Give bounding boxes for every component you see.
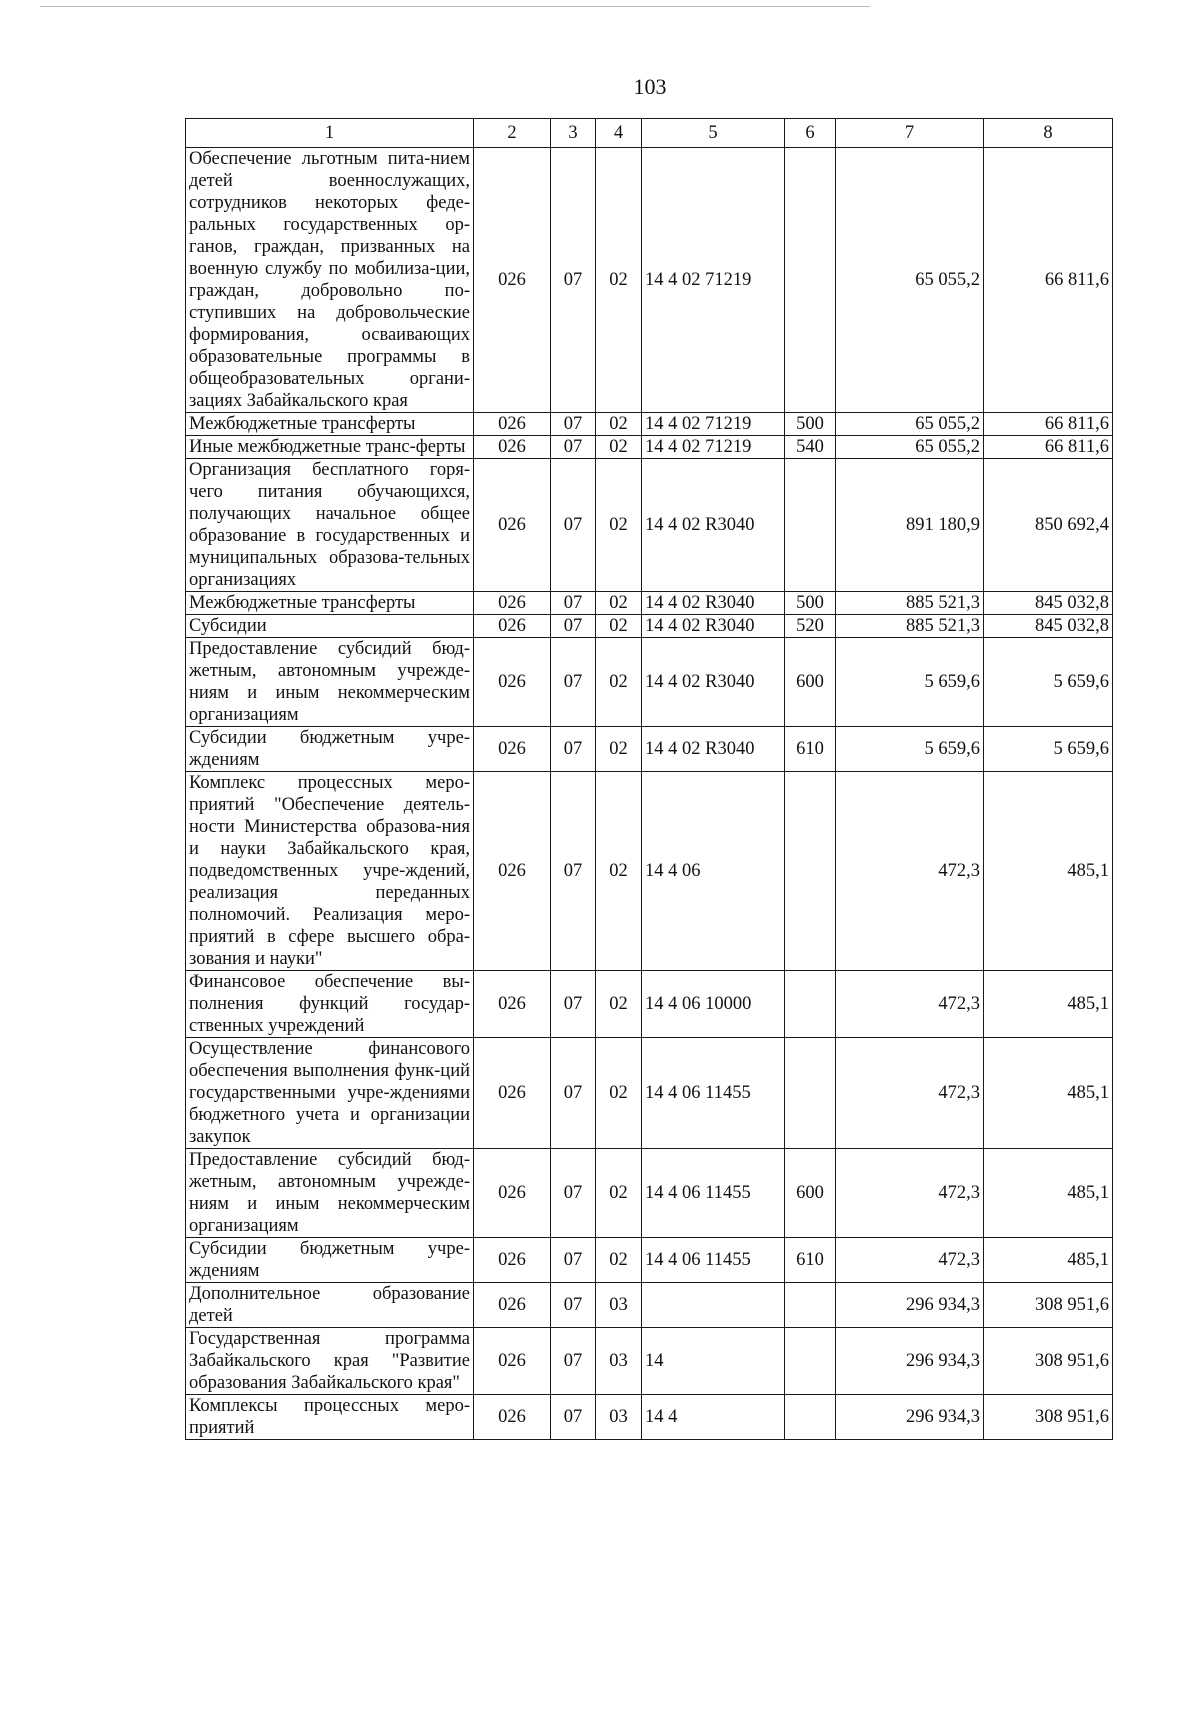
row-name-cell: Субсидии бюджетным учре-ждениям <box>186 727 474 772</box>
table-row <box>186 638 1113 727</box>
target-article-cell <box>642 1283 785 1328</box>
row-name-cell: Государственная программа Забайкальского края "Развитие образования Забайкальского края" <box>186 1328 474 1395</box>
table-row <box>186 436 1113 459</box>
section-cell: 07 <box>551 459 596 592</box>
subsection-cell: 02 <box>596 615 642 638</box>
amount-year1-cell: 891 180,9 <box>836 459 984 592</box>
table-row <box>186 413 1113 436</box>
header-cell: 6 <box>785 119 836 148</box>
table-row <box>186 148 1113 413</box>
row-name-cell: Межбюджетные трансферты <box>186 413 474 436</box>
table-row <box>186 592 1113 615</box>
subsection-cell: 02 <box>596 436 642 459</box>
table-row <box>186 459 1113 592</box>
amount-year1-cell: 472,3 <box>836 772 984 971</box>
table-row <box>186 727 1113 772</box>
subsection-cell: 02 <box>596 772 642 971</box>
amount-year2-cell: 308 951,6 <box>984 1328 1113 1395</box>
section-cell: 07 <box>551 1395 596 1440</box>
row-name-cell: Межбюджетные трансферты <box>186 592 474 615</box>
target-article-cell: 14 4 02 71219 <box>642 413 785 436</box>
expense-type-cell <box>785 459 836 592</box>
subsection-cell: 03 <box>596 1395 642 1440</box>
section-cell: 07 <box>551 148 596 413</box>
section-cell: 07 <box>551 436 596 459</box>
section-cell: 07 <box>551 727 596 772</box>
row-name-cell: Предоставление субсидий бюд-жетным, автономным учрежде-ниям и иным некоммерческим организациям <box>186 1149 474 1238</box>
table-row <box>186 615 1113 638</box>
target-article-cell: 14 4 06 <box>642 772 785 971</box>
admin-code-cell: 026 <box>474 459 551 592</box>
section-cell: 07 <box>551 772 596 971</box>
section-cell: 07 <box>551 592 596 615</box>
expense-type-cell: 500 <box>785 592 836 615</box>
amount-year2-cell: 485,1 <box>984 971 1113 1038</box>
amount-year1-cell: 885 521,3 <box>836 592 984 615</box>
amount-year1-cell: 296 934,3 <box>836 1328 984 1395</box>
amount-year2-cell: 308 951,6 <box>984 1395 1113 1440</box>
table-row <box>186 1038 1113 1149</box>
section-cell: 07 <box>551 1149 596 1238</box>
admin-code-cell: 026 <box>474 1395 551 1440</box>
admin-code-cell: 026 <box>474 727 551 772</box>
subsection-cell: 03 <box>596 1328 642 1395</box>
target-article-cell: 14 4 06 11455 <box>642 1038 785 1149</box>
section-cell: 07 <box>551 1238 596 1283</box>
target-article-cell: 14 4 02 71219 <box>642 436 785 459</box>
section-cell: 07 <box>551 1328 596 1395</box>
target-article-cell: 14 4 02 R3040 <box>642 592 785 615</box>
expense-type-cell: 540 <box>785 436 836 459</box>
table-row <box>186 1238 1113 1283</box>
row-name-cell: Иные межбюджетные транс-ферты <box>186 436 474 459</box>
row-name-cell: Предоставление субсидий бюд-жетным, автономным учрежде-ниям и иным некоммерческим организациям <box>186 638 474 727</box>
admin-code-cell: 026 <box>474 1038 551 1149</box>
section-cell: 07 <box>551 638 596 727</box>
header-cell: 4 <box>596 119 642 148</box>
amount-year2-cell: 66 811,6 <box>984 436 1113 459</box>
admin-code-cell: 026 <box>474 413 551 436</box>
amount-year1-cell: 472,3 <box>836 1149 984 1238</box>
header-cell: 3 <box>551 119 596 148</box>
row-name-cell: Субсидии <box>186 615 474 638</box>
header-cell: 8 <box>984 119 1113 148</box>
admin-code-cell: 026 <box>474 971 551 1038</box>
admin-code-cell: 026 <box>474 592 551 615</box>
target-article-cell: 14 4 06 10000 <box>642 971 785 1038</box>
row-name-cell: Осуществление финансового обеспечения выполнения функ-ций государственными учре-ждениями бюджетного учета и организации закупок <box>186 1038 474 1149</box>
target-article-cell: 14 4 06 11455 <box>642 1238 785 1283</box>
expense-type-cell <box>785 772 836 971</box>
target-article-cell: 14 4 02 R3040 <box>642 727 785 772</box>
section-cell: 07 <box>551 1283 596 1328</box>
admin-code-cell: 026 <box>474 436 551 459</box>
amount-year1-cell: 65 055,2 <box>836 413 984 436</box>
target-article-cell: 14 4 02 71219 <box>642 148 785 413</box>
subsection-cell: 03 <box>596 1283 642 1328</box>
target-article-cell: 14 4 06 11455 <box>642 1149 785 1238</box>
expense-type-cell <box>785 1395 836 1440</box>
amount-year1-cell: 296 934,3 <box>836 1395 984 1440</box>
row-name-cell: Субсидии бюджетным учре-ждениям <box>186 1238 474 1283</box>
admin-code-cell: 026 <box>474 638 551 727</box>
table-row <box>186 1395 1113 1440</box>
row-name-cell: Комплекс процессных меро-приятий "Обеспечение деятель-ности Министерства образова-ния и науки Забайкальского края, подведомственных учре-ждений, реализация переданных полномочий. Реализация меро-приятий в сфере высшего обра-зования и науки" <box>186 772 474 971</box>
admin-code-cell: 026 <box>474 772 551 971</box>
expense-type-cell: 600 <box>785 1149 836 1238</box>
scan-artifact-line <box>40 6 870 7</box>
admin-code-cell: 026 <box>474 148 551 413</box>
section-cell: 07 <box>551 615 596 638</box>
admin-code-cell: 026 <box>474 615 551 638</box>
header-cell: 2 <box>474 119 551 148</box>
section-cell: 07 <box>551 971 596 1038</box>
section-cell: 07 <box>551 1038 596 1149</box>
row-name-cell: Организация бесплатного горя-чего питания обучающихся, получающих начальное общее образование в государственных и муниципальных образова-тельных организациях <box>186 459 474 592</box>
amount-year2-cell: 485,1 <box>984 1038 1113 1149</box>
expense-type-cell: 500 <box>785 413 836 436</box>
target-article-cell: 14 4 02 R3040 <box>642 459 785 592</box>
amount-year1-cell: 472,3 <box>836 971 984 1038</box>
amount-year2-cell: 5 659,6 <box>984 727 1113 772</box>
expense-type-cell <box>785 148 836 413</box>
table-header-row <box>186 119 1113 148</box>
budget-table <box>185 118 1113 1440</box>
amount-year2-cell: 850 692,4 <box>984 459 1113 592</box>
expense-type-cell: 600 <box>785 638 836 727</box>
amount-year1-cell: 5 659,6 <box>836 638 984 727</box>
row-name-cell: Обеспечение льготным пита-нием детей военнослужащих, сотрудников некоторых феде-ральных государственных ор-ганов, граждан, призванных на военную службу по мобилиза-ции, граждан, добровольно по-ступивших на добровольческие формирования, осваивающих образовательные программы в общеобразовательных органи-зациях Забайкальского края <box>186 148 474 413</box>
table-row <box>186 971 1113 1038</box>
amount-year2-cell: 66 811,6 <box>984 413 1113 436</box>
amount-year2-cell: 845 032,8 <box>984 592 1113 615</box>
amount-year2-cell: 485,1 <box>984 772 1113 971</box>
expense-type-cell: 610 <box>785 727 836 772</box>
amount-year1-cell: 65 055,2 <box>836 436 984 459</box>
expense-type-cell: 610 <box>785 1238 836 1283</box>
row-name-cell: Комплексы процессных меро-приятий <box>186 1395 474 1440</box>
table-row <box>186 1283 1113 1328</box>
amount-year1-cell: 296 934,3 <box>836 1283 984 1328</box>
amount-year2-cell: 485,1 <box>984 1238 1113 1283</box>
amount-year1-cell: 472,3 <box>836 1238 984 1283</box>
subsection-cell: 02 <box>596 1038 642 1149</box>
row-name-cell: Дополнительное образование детей <box>186 1283 474 1328</box>
admin-code-cell: 026 <box>474 1328 551 1395</box>
target-article-cell: 14 4 02 R3040 <box>642 615 785 638</box>
admin-code-cell: 026 <box>474 1283 551 1328</box>
page-number: 103 <box>633 74 667 99</box>
expense-type-cell <box>785 971 836 1038</box>
target-article-cell: 14 <box>642 1328 785 1395</box>
amount-year1-cell: 5 659,6 <box>836 727 984 772</box>
table-row <box>186 1328 1113 1395</box>
expense-type-cell <box>785 1283 836 1328</box>
table-row <box>186 1149 1113 1238</box>
expense-type-cell <box>785 1328 836 1395</box>
header-cell: 5 <box>642 119 785 148</box>
subsection-cell: 02 <box>596 1238 642 1283</box>
header-cell: 7 <box>836 119 984 148</box>
admin-code-cell: 026 <box>474 1238 551 1283</box>
subsection-cell: 02 <box>596 459 642 592</box>
amount-year2-cell: 845 032,8 <box>984 615 1113 638</box>
table-row <box>186 772 1113 971</box>
amount-year2-cell: 308 951,6 <box>984 1283 1113 1328</box>
subsection-cell: 02 <box>596 592 642 615</box>
expense-type-cell: 520 <box>785 615 836 638</box>
expense-type-cell <box>785 1038 836 1149</box>
section-cell: 07 <box>551 413 596 436</box>
subsection-cell: 02 <box>596 727 642 772</box>
amount-year2-cell: 485,1 <box>984 1149 1113 1238</box>
row-name-cell: Финансовое обеспечение вы-полнения функций государ-ственных учреждений <box>186 971 474 1038</box>
subsection-cell: 02 <box>596 1149 642 1238</box>
amount-year1-cell: 65 055,2 <box>836 148 984 413</box>
amount-year2-cell: 5 659,6 <box>984 638 1113 727</box>
amount-year1-cell: 885 521,3 <box>836 615 984 638</box>
header-cell: 1 <box>186 119 474 148</box>
subsection-cell: 02 <box>596 971 642 1038</box>
target-article-cell: 14 4 02 R3040 <box>642 638 785 727</box>
admin-code-cell: 026 <box>474 1149 551 1238</box>
subsection-cell: 02 <box>596 638 642 727</box>
subsection-cell: 02 <box>596 413 642 436</box>
target-article-cell: 14 4 <box>642 1395 785 1440</box>
amount-year1-cell: 472,3 <box>836 1038 984 1149</box>
subsection-cell: 02 <box>596 148 642 413</box>
amount-year2-cell: 66 811,6 <box>984 148 1113 413</box>
